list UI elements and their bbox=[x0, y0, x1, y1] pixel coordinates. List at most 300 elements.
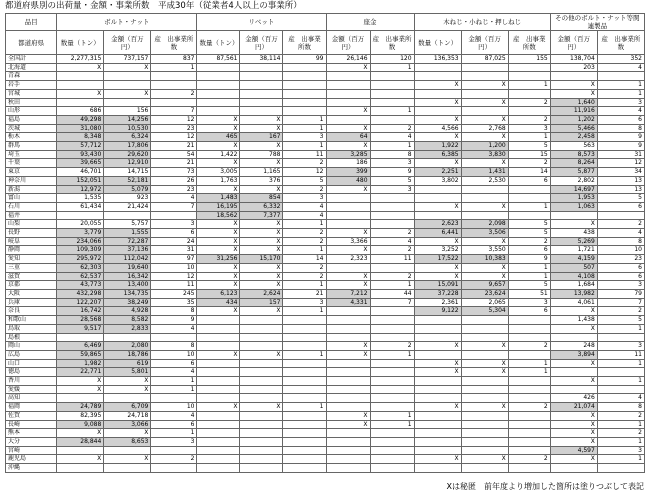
value-cell bbox=[414, 385, 461, 394]
value-cell: X bbox=[197, 272, 240, 281]
value-cell: 2,802 bbox=[550, 176, 597, 185]
value-cell: 8 bbox=[370, 150, 414, 159]
value-cell: 5 bbox=[597, 194, 644, 203]
value-cell: 1 bbox=[283, 142, 326, 151]
value-cell: X bbox=[57, 385, 104, 394]
prefecture-cell: 茨城 bbox=[6, 124, 57, 133]
value-cell bbox=[326, 368, 370, 377]
value-cell: X bbox=[104, 377, 151, 386]
value-cell: 2,530 bbox=[461, 176, 508, 185]
value-cell bbox=[414, 411, 461, 420]
value-cell bbox=[197, 342, 240, 351]
value-cell bbox=[104, 81, 151, 90]
value-cell: 8,348 bbox=[57, 133, 104, 142]
value-cell: 23 bbox=[597, 255, 644, 264]
header-sub-row bbox=[6, 31, 645, 55]
value-cell: X bbox=[197, 307, 240, 316]
value-cell bbox=[240, 324, 283, 333]
value-cell: 3,285 bbox=[326, 150, 370, 159]
value-cell bbox=[370, 333, 414, 342]
value-cell: X bbox=[197, 350, 240, 359]
value-cell: 152,051 bbox=[57, 176, 104, 185]
value-cell: 5 bbox=[508, 142, 550, 151]
value-cell: 31 bbox=[597, 150, 644, 159]
value-cell: X bbox=[461, 359, 508, 368]
value-cell bbox=[326, 220, 370, 229]
value-cell bbox=[414, 377, 461, 386]
value-cell: 12,972 bbox=[57, 185, 104, 194]
sub-amount: 金額（百万円） bbox=[461, 31, 508, 55]
value-cell: X bbox=[550, 220, 597, 229]
value-cell bbox=[104, 72, 151, 81]
value-cell bbox=[326, 455, 370, 464]
value-cell bbox=[597, 464, 644, 473]
prefecture-cell: 福井 bbox=[6, 211, 57, 220]
value-cell: 72,287 bbox=[104, 237, 151, 246]
value-cell: 1 bbox=[370, 142, 414, 151]
value-cell: 1 bbox=[508, 263, 550, 272]
value-cell: X bbox=[104, 63, 151, 72]
value-cell: 28,844 bbox=[57, 437, 104, 446]
value-cell bbox=[197, 385, 240, 394]
value-cell: 24,718 bbox=[104, 411, 151, 420]
value-cell: X bbox=[326, 350, 370, 359]
value-cell bbox=[240, 359, 283, 368]
value-cell: 1 bbox=[283, 115, 326, 124]
value-cell bbox=[508, 316, 550, 325]
prefecture-cell: 群馬 bbox=[6, 142, 57, 151]
value-cell bbox=[326, 464, 370, 473]
value-cell: 8 bbox=[151, 342, 197, 351]
table-row bbox=[6, 89, 645, 98]
value-cell bbox=[508, 429, 550, 438]
value-cell: 788 bbox=[240, 150, 283, 159]
value-cell bbox=[283, 81, 326, 90]
value-cell: 4 bbox=[597, 229, 644, 238]
value-cell: X bbox=[550, 437, 597, 446]
value-cell: 1 bbox=[283, 307, 326, 316]
table-row bbox=[6, 211, 645, 220]
prefecture-cell: 宮城 bbox=[6, 89, 57, 98]
value-cell: 1 bbox=[508, 81, 550, 90]
value-cell: X bbox=[461, 368, 508, 377]
value-cell: 5 bbox=[508, 220, 550, 229]
prefecture-cell: 広島 bbox=[6, 350, 57, 359]
value-cell: 2 bbox=[508, 403, 550, 412]
value-cell: 37,228 bbox=[414, 289, 461, 298]
value-cell bbox=[461, 107, 508, 116]
prefecture-cell: 山梨 bbox=[6, 220, 57, 229]
value-cell bbox=[326, 403, 370, 412]
value-cell: 38,114 bbox=[240, 55, 283, 64]
table-row bbox=[6, 342, 645, 351]
value-cell: 1,684 bbox=[550, 281, 597, 290]
value-cell: 5,801 bbox=[104, 368, 151, 377]
value-cell: 1 bbox=[283, 220, 326, 229]
value-cell: X bbox=[326, 246, 370, 255]
value-cell bbox=[104, 446, 151, 455]
value-cell: 157 bbox=[240, 298, 283, 307]
value-cell: X bbox=[461, 272, 508, 281]
value-cell: 9 bbox=[597, 142, 644, 151]
value-cell bbox=[370, 316, 414, 325]
value-cell: 4,566 bbox=[414, 124, 461, 133]
value-cell bbox=[550, 72, 597, 81]
value-cell bbox=[197, 316, 240, 325]
value-cell: X bbox=[240, 229, 283, 238]
value-cell bbox=[414, 429, 461, 438]
sub-qty: 数量（トン） bbox=[57, 31, 104, 55]
value-cell bbox=[461, 377, 508, 386]
value-cell bbox=[283, 324, 326, 333]
sub-amount: 金額（百万円） bbox=[326, 31, 370, 55]
value-cell bbox=[240, 98, 283, 107]
value-cell: 6,385 bbox=[414, 150, 461, 159]
value-cell: 11 bbox=[597, 350, 644, 359]
value-cell bbox=[283, 385, 326, 394]
value-cell: X bbox=[197, 229, 240, 238]
value-cell: 97 bbox=[151, 255, 197, 264]
page-title: 都道府県別の出荷量・金額・事業所数 平成30年（従業者4人以上の事業所） bbox=[5, 1, 302, 11]
value-cell: 234,066 bbox=[57, 237, 104, 246]
sub-count: 産 出事業所数 bbox=[508, 31, 550, 55]
value-cell: 3,366 bbox=[326, 237, 370, 246]
value-cell: 1 bbox=[283, 124, 326, 133]
value-cell bbox=[461, 394, 508, 403]
value-cell: X bbox=[240, 220, 283, 229]
value-cell: 3 bbox=[508, 124, 550, 133]
value-cell: 82,395 bbox=[57, 411, 104, 420]
value-cell bbox=[326, 324, 370, 333]
value-cell bbox=[240, 107, 283, 116]
table-row bbox=[6, 142, 645, 151]
value-cell: X bbox=[414, 133, 461, 142]
value-cell: 4 bbox=[597, 107, 644, 116]
value-cell bbox=[414, 185, 461, 194]
value-cell bbox=[240, 342, 283, 351]
value-cell: 4 bbox=[597, 394, 644, 403]
value-cell: X bbox=[104, 455, 151, 464]
value-cell: 438 bbox=[550, 229, 597, 238]
value-cell: 2 bbox=[508, 237, 550, 246]
value-cell: 14,697 bbox=[550, 185, 597, 194]
sub-qty: 数量（トン） bbox=[414, 31, 461, 55]
value-cell: X bbox=[550, 455, 597, 464]
value-cell: 9 bbox=[151, 316, 197, 325]
group-rivet: リベット bbox=[197, 14, 326, 31]
value-cell bbox=[414, 324, 461, 333]
table-row bbox=[6, 98, 645, 107]
value-cell: 2 bbox=[508, 455, 550, 464]
value-cell bbox=[283, 368, 326, 377]
value-cell bbox=[461, 194, 508, 203]
table-row bbox=[6, 229, 645, 238]
value-cell bbox=[597, 72, 644, 81]
value-cell bbox=[57, 211, 104, 220]
value-cell: 426 bbox=[550, 394, 597, 403]
value-cell: X bbox=[57, 63, 104, 72]
value-cell: 4,061 bbox=[550, 298, 597, 307]
prefecture-cell: 愛媛 bbox=[6, 385, 57, 394]
value-cell bbox=[550, 385, 597, 394]
value-cell bbox=[283, 429, 326, 438]
prefecture-cell: 佐賀 bbox=[6, 411, 57, 420]
value-cell: 64 bbox=[326, 133, 370, 142]
value-cell: 4 bbox=[597, 63, 644, 72]
value-cell: 5,079 bbox=[104, 185, 151, 194]
value-cell bbox=[197, 63, 240, 72]
value-cell: 3,252 bbox=[414, 246, 461, 255]
value-cell: 3,779 bbox=[57, 229, 104, 238]
shipment-table bbox=[5, 13, 645, 473]
value-cell: 10 bbox=[151, 403, 197, 412]
value-cell: 186 bbox=[326, 159, 370, 168]
value-cell: 11 bbox=[151, 281, 197, 290]
value-cell: 31,080 bbox=[57, 124, 104, 133]
value-cell: 9,122 bbox=[414, 307, 461, 316]
value-cell: 2 bbox=[370, 342, 414, 351]
value-cell bbox=[461, 464, 508, 473]
value-cell: X bbox=[240, 246, 283, 255]
value-cell bbox=[326, 316, 370, 325]
value-cell bbox=[240, 63, 283, 72]
value-cell bbox=[197, 420, 240, 429]
value-cell: 2 bbox=[283, 159, 326, 168]
value-cell bbox=[197, 429, 240, 438]
pref-label: 都道府県 bbox=[6, 31, 57, 55]
value-cell: 38,249 bbox=[104, 298, 151, 307]
value-cell: 4 bbox=[283, 202, 326, 211]
value-cell bbox=[283, 420, 326, 429]
prefecture-cell: 和歌山 bbox=[6, 316, 57, 325]
value-cell: 6 bbox=[151, 229, 197, 238]
value-cell: 837 bbox=[151, 55, 197, 64]
value-cell: 17,806 bbox=[104, 142, 151, 151]
value-cell: 12 bbox=[151, 115, 197, 124]
value-cell: 21,074 bbox=[550, 403, 597, 412]
value-cell bbox=[414, 107, 461, 116]
table-body bbox=[6, 55, 645, 473]
value-cell: 4 bbox=[151, 368, 197, 377]
value-cell: 8,264 bbox=[550, 159, 597, 168]
value-cell bbox=[197, 72, 240, 81]
value-cell bbox=[326, 98, 370, 107]
value-cell: X bbox=[104, 89, 151, 98]
value-cell: 2 bbox=[370, 229, 414, 238]
prefecture-cell: 滋賀 bbox=[6, 272, 57, 281]
value-cell: 31 bbox=[151, 246, 197, 255]
value-cell: 34 bbox=[597, 168, 644, 177]
value-cell: 1,922 bbox=[414, 142, 461, 151]
value-cell: 1 bbox=[370, 281, 414, 290]
value-cell bbox=[240, 72, 283, 81]
value-cell bbox=[240, 89, 283, 98]
value-cell bbox=[283, 89, 326, 98]
value-cell: 1 bbox=[370, 63, 414, 72]
table-row bbox=[6, 307, 645, 316]
value-cell: 5,466 bbox=[550, 124, 597, 133]
value-cell: 23 bbox=[151, 124, 197, 133]
value-cell bbox=[414, 194, 461, 203]
value-cell: 9 bbox=[370, 168, 414, 177]
table-row bbox=[6, 237, 645, 246]
value-cell: 93,430 bbox=[57, 150, 104, 159]
value-cell: 2,251 bbox=[414, 168, 461, 177]
value-cell: 6,324 bbox=[104, 133, 151, 142]
header-group-row bbox=[6, 14, 645, 31]
table-row bbox=[6, 464, 645, 473]
value-cell: 1 bbox=[151, 385, 197, 394]
value-cell bbox=[283, 333, 326, 342]
value-cell: X bbox=[326, 107, 370, 116]
value-cell bbox=[461, 316, 508, 325]
value-cell bbox=[283, 316, 326, 325]
prefecture-cell: 熊本 bbox=[6, 429, 57, 438]
table-row bbox=[6, 150, 645, 159]
value-cell bbox=[151, 394, 197, 403]
value-cell: 1 bbox=[597, 377, 644, 386]
value-cell: 2 bbox=[283, 185, 326, 194]
value-cell: 8,582 bbox=[104, 316, 151, 325]
value-cell: X bbox=[461, 81, 508, 90]
value-cell bbox=[197, 411, 240, 420]
value-cell: X bbox=[414, 81, 461, 90]
group-bolt-nut: ボルト・ナット bbox=[57, 14, 197, 31]
value-cell bbox=[508, 377, 550, 386]
value-cell bbox=[414, 437, 461, 446]
value-cell: 1,202 bbox=[550, 115, 597, 124]
value-cell: 4 bbox=[151, 194, 197, 203]
value-cell bbox=[197, 437, 240, 446]
value-cell bbox=[197, 394, 240, 403]
value-cell: 15 bbox=[508, 150, 550, 159]
value-cell: 4 bbox=[283, 211, 326, 220]
table-row bbox=[6, 437, 645, 446]
value-cell bbox=[508, 350, 550, 359]
value-cell: 1 bbox=[597, 455, 644, 464]
value-cell: X bbox=[326, 142, 370, 151]
value-cell: 6,441 bbox=[414, 229, 461, 238]
value-cell: 14 bbox=[283, 255, 326, 264]
value-cell: X bbox=[326, 63, 370, 72]
value-cell bbox=[57, 446, 104, 455]
value-cell: 923 bbox=[104, 194, 151, 203]
value-cell: 61,434 bbox=[57, 202, 104, 211]
value-cell: 563 bbox=[550, 142, 597, 151]
value-cell: 3,550 bbox=[461, 246, 508, 255]
value-cell: 7 bbox=[151, 107, 197, 116]
value-cell bbox=[151, 72, 197, 81]
value-cell: 6 bbox=[508, 176, 550, 185]
value-cell: X bbox=[57, 89, 104, 98]
table-row bbox=[6, 72, 645, 81]
value-cell: 3 bbox=[370, 159, 414, 168]
prefecture-cell: 東京 bbox=[6, 168, 57, 177]
value-cell bbox=[326, 89, 370, 98]
value-cell: 1 bbox=[508, 368, 550, 377]
value-cell: 16,342 bbox=[104, 272, 151, 281]
value-cell bbox=[508, 194, 550, 203]
prefecture-cell: 三重 bbox=[6, 263, 57, 272]
value-cell: 138,704 bbox=[550, 55, 597, 64]
value-cell bbox=[414, 316, 461, 325]
value-cell: 2 bbox=[508, 342, 550, 351]
sub-amount: 金額（百万円） bbox=[104, 31, 151, 55]
value-cell bbox=[240, 316, 283, 325]
prefecture-cell: 沖縄 bbox=[6, 464, 57, 473]
value-cell: X bbox=[414, 115, 461, 124]
value-cell: 1,763 bbox=[197, 176, 240, 185]
value-cell bbox=[151, 211, 197, 220]
value-cell: 1 bbox=[597, 81, 644, 90]
value-cell: 9 bbox=[508, 255, 550, 264]
value-cell bbox=[104, 464, 151, 473]
value-cell: 3,506 bbox=[461, 229, 508, 238]
value-cell bbox=[461, 350, 508, 359]
value-cell bbox=[461, 211, 508, 220]
value-cell: 3,802 bbox=[414, 176, 461, 185]
value-cell bbox=[283, 342, 326, 351]
value-cell: 1 bbox=[151, 429, 197, 438]
value-cell: 1,438 bbox=[550, 316, 597, 325]
value-cell bbox=[414, 211, 461, 220]
value-cell bbox=[370, 307, 414, 316]
value-cell: 3 bbox=[597, 98, 644, 107]
value-cell bbox=[508, 411, 550, 420]
value-cell: 10,383 bbox=[461, 255, 508, 264]
value-cell: 24,789 bbox=[57, 403, 104, 412]
value-cell: X bbox=[197, 142, 240, 151]
value-cell: 8,653 bbox=[104, 437, 151, 446]
value-cell bbox=[414, 420, 461, 429]
value-cell bbox=[240, 385, 283, 394]
value-cell: 3 bbox=[283, 298, 326, 307]
value-cell bbox=[370, 211, 414, 220]
value-cell bbox=[104, 211, 151, 220]
table-row bbox=[6, 63, 645, 72]
value-cell: 203 bbox=[550, 63, 597, 72]
value-cell: 1 bbox=[597, 420, 644, 429]
sub-count: 産 出事業所数 bbox=[370, 31, 414, 55]
value-cell: 4,159 bbox=[550, 255, 597, 264]
value-cell: 13,982 bbox=[550, 289, 597, 298]
prefecture-cell: 鳥取 bbox=[6, 324, 57, 333]
value-cell: 2,361 bbox=[414, 298, 461, 307]
value-cell bbox=[57, 98, 104, 107]
value-cell: 7 bbox=[370, 298, 414, 307]
table-row bbox=[6, 263, 645, 272]
value-cell bbox=[370, 437, 414, 446]
value-cell bbox=[283, 437, 326, 446]
prefecture-cell: 大分 bbox=[6, 437, 57, 446]
value-cell: X bbox=[197, 237, 240, 246]
value-cell: X bbox=[104, 385, 151, 394]
value-cell: X bbox=[550, 81, 597, 90]
value-cell: 2 bbox=[508, 98, 550, 107]
sub-amount: 金額（百万円） bbox=[550, 31, 597, 55]
value-cell bbox=[597, 333, 644, 342]
value-cell bbox=[197, 107, 240, 116]
value-cell: 18,786 bbox=[104, 350, 151, 359]
value-cell bbox=[197, 377, 240, 386]
value-cell: 1,535 bbox=[57, 194, 104, 203]
table-row bbox=[6, 403, 645, 412]
value-cell: 10 bbox=[597, 246, 644, 255]
table-row bbox=[6, 359, 645, 368]
value-cell: 2 bbox=[370, 272, 414, 281]
value-cell: 79 bbox=[597, 289, 644, 298]
group-washer: 座金 bbox=[326, 14, 414, 31]
